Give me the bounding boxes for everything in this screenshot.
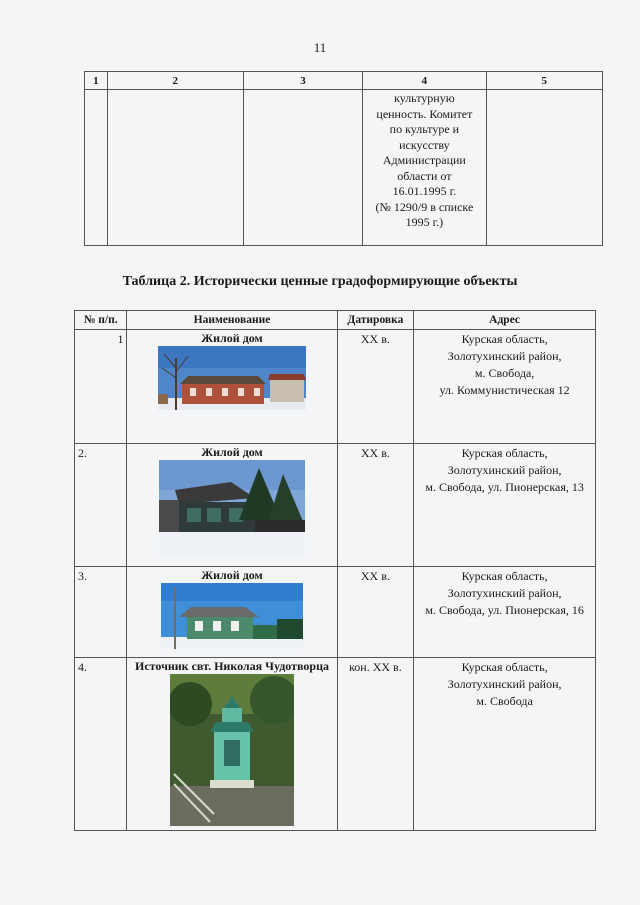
address-line: ул. Коммунистическая 12	[439, 383, 570, 397]
text-line: области от	[397, 168, 452, 183]
address-cell	[414, 330, 596, 444]
date-cell: XX в.	[337, 567, 414, 658]
cell-col-4	[363, 90, 486, 246]
text-line: 16.01.1995 г.	[392, 184, 457, 198]
date-cell: XX в.	[337, 330, 414, 444]
objects-table	[74, 310, 596, 831]
address-line: Золотухинский район,	[447, 463, 562, 477]
header-name: Наименование	[127, 311, 337, 330]
row-number: 2.	[75, 444, 127, 567]
text-line: культурную	[394, 91, 455, 105]
name-cell	[127, 444, 337, 567]
address-line: м. Свобода,	[474, 366, 535, 380]
date-cell: XX в.	[337, 444, 414, 567]
header-num: № п/п.	[75, 311, 127, 330]
row-number: 4.	[75, 658, 127, 831]
address-line: Курская область,	[461, 446, 548, 460]
address-cell	[414, 658, 596, 831]
name-cell	[127, 330, 337, 444]
address-line: м. Свобода, ул. Пионерская, 16	[425, 603, 584, 617]
address-line: Курская область,	[461, 569, 548, 583]
header-address: Адрес	[414, 311, 596, 330]
header-col-5: 5	[486, 72, 602, 90]
header-row	[85, 72, 603, 90]
header-col-2: 2	[107, 72, 243, 90]
table-row	[75, 330, 596, 444]
object-name: Источник свт. Николая Чудотворца	[134, 659, 329, 673]
row-number: 3.	[75, 567, 127, 658]
text-line: ценность. Комитет	[376, 106, 473, 121]
row-number: 1	[75, 330, 127, 444]
object-name: Жилой дом	[201, 331, 263, 345]
house-photo	[161, 583, 303, 649]
table-row	[75, 567, 596, 658]
address-line: Золотухинский район,	[447, 677, 562, 691]
page-number: 11	[313, 40, 327, 55]
header-col-3: 3	[243, 72, 362, 90]
date-cell: кон. XX в.	[337, 658, 414, 831]
object-name: Жилой дом	[201, 445, 263, 459]
address-cell	[414, 567, 596, 658]
text-line: Администрации	[382, 153, 466, 167]
cell-col-2	[107, 90, 243, 246]
address-line: м. Свобода	[476, 694, 533, 708]
cell-col-5	[486, 90, 602, 246]
cell-col-1	[85, 90, 108, 246]
header-col-4: 4	[363, 72, 486, 90]
address-cell	[414, 444, 596, 567]
table-row	[85, 90, 603, 246]
text-line: искусству	[399, 137, 450, 152]
spring-chapel-photo	[170, 674, 294, 826]
house-photo	[159, 460, 305, 558]
header-row	[75, 311, 596, 330]
address-line: Золотухинский район,	[447, 349, 562, 363]
continuation-table	[84, 71, 603, 246]
table-row	[75, 658, 596, 831]
house-photo	[158, 346, 306, 410]
address-line: м. Свобода, ул. Пионерская, 13	[425, 480, 584, 494]
address-line: Курская область,	[461, 332, 548, 346]
address-line: Курская область,	[461, 660, 548, 674]
continued-text	[363, 90, 485, 231]
header-col-1: 1	[85, 72, 108, 90]
object-name: Жилой дом	[201, 568, 263, 582]
table-title: Таблица 2. Исторически ценные градоформирующие объекты	[122, 274, 518, 289]
cell-col-3	[243, 90, 362, 246]
name-cell	[127, 567, 337, 658]
text-line: по культуре и	[389, 122, 460, 136]
table-row	[75, 444, 596, 567]
address-line: Золотухинский район,	[447, 586, 562, 600]
text-line: 1995 г.)	[405, 215, 444, 229]
header-date: Датировка	[337, 311, 414, 330]
name-cell	[127, 658, 337, 831]
text-line: (№ 1290/9 в списке	[375, 199, 474, 214]
